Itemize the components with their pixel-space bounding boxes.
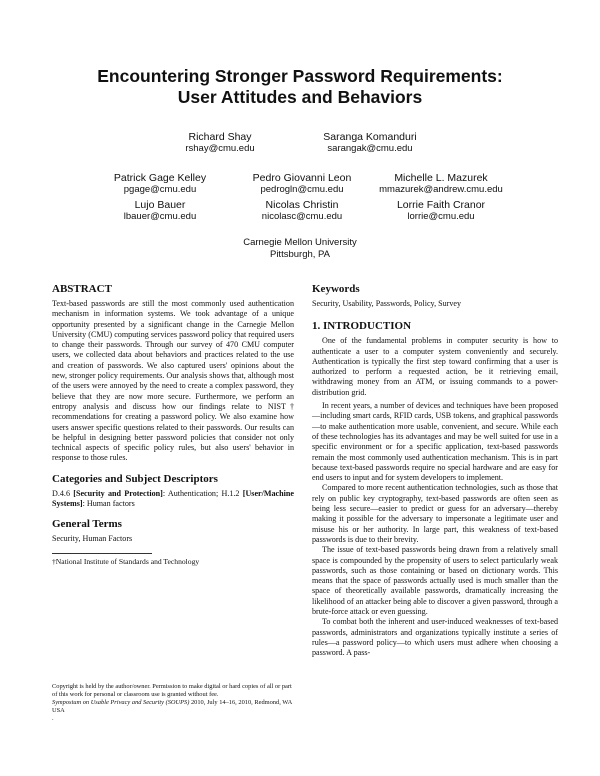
intro-paragraph: Compared to more recent authentication technologies, such as those that rely on public key cryptography, text-based passwords are often seen as being less secure—easier to predict or guess for an adversary—thereby making it possible for the adversary to impersonate a legitimate user and misuse his or her authority. In large part, this weakness of text-based passwords is due to their brevity. bbox=[312, 483, 558, 544]
author-email: mmazurek@andrew.cmu.edu bbox=[379, 184, 503, 195]
introduction-heading: 1. INTRODUCTION bbox=[312, 320, 412, 333]
categories-rest-1: : Authentication; H.1.2 bbox=[162, 488, 240, 498]
copyright-notice bbox=[52, 683, 294, 723]
author-name: Patrick Gage Kelley bbox=[113, 172, 207, 184]
author-name: Nicolas Christin bbox=[265, 199, 339, 211]
copyright-venue-line bbox=[52, 699, 294, 715]
author-block bbox=[160, 131, 280, 155]
title-line-1: Encountering Stronger Password Requirements: bbox=[97, 66, 503, 86]
title-line-2: User Attitudes and Behaviors bbox=[177, 87, 423, 107]
affiliation-location: Pittsburgh, PA bbox=[269, 248, 331, 260]
copyright-permission: Copyright is held by the author/owner. Permission to make digital or hard copies of all or part of this work for personal or classroom use is granted without fee. bbox=[52, 683, 292, 698]
author-name: Richard Shay bbox=[188, 131, 252, 143]
right-column bbox=[312, 283, 558, 659]
copyright-dot: . bbox=[52, 715, 54, 722]
author-block bbox=[310, 131, 430, 155]
affiliation-university: Carnegie Mellon University bbox=[243, 237, 357, 248]
copyright-venue: Symposium on Usable Privacy and Security (SOUPS) bbox=[52, 699, 190, 706]
author-email: nicolasc@cmu.edu bbox=[261, 211, 343, 222]
author-block bbox=[366, 199, 516, 223]
keywords-heading: Keywords bbox=[312, 283, 360, 295]
general-terms-text: Security, Human Factors bbox=[52, 534, 133, 544]
author-email: rshay@cmu.edu bbox=[185, 143, 255, 154]
author-name: Saranga Komanduri bbox=[323, 131, 417, 143]
author-block bbox=[237, 172, 367, 196]
categories-rest-2: : Human factors bbox=[82, 499, 135, 509]
author-email: pedrogln@cmu.edu bbox=[260, 184, 344, 195]
general-terms-heading: General Terms bbox=[52, 518, 122, 531]
abstract-text: Text-based passwords are still the most commonly used authentication mechanism in information systems. We took advantage of a unique opportunity presented by a significant change in the Carnegie Mellon University (CMU) computing services password policy that required users to change their passwords. Through our survey of 470 CMU computer users, we collected data about behaviors and practices related to the use and creation of passwords. We also captured users' opinions about the new, stronger policy requirements. Our analysis shows that, although most of the users were annoyed by the need to create a complex password, they believe that they are now more secure. Furthermore, we perform an entropy analysis and discuss how our findings relate to NIST† recommendations for creating a password policy. We also examine how users answer specific questions related to their passwords. Our results can be helpful in designing better password policies that consider not only technical aspects of specific policy rules, but also users' behavior in response to those rules. bbox=[52, 299, 294, 463]
categories-term-user-machine: [User/Machine Systems] bbox=[52, 488, 294, 509]
categories-heading: Categories and Subject Descriptors bbox=[52, 472, 218, 485]
author-name: Pedro Giovanni Leon bbox=[252, 172, 352, 184]
footnote-rule bbox=[52, 553, 152, 554]
categories-text bbox=[52, 489, 294, 510]
paper-title bbox=[40, 66, 560, 108]
author-email: lbauer@cmu.edu bbox=[123, 211, 197, 222]
author-name: Michelle L. Mazurek bbox=[394, 172, 488, 184]
categories-code: D.4.6 bbox=[52, 488, 70, 498]
author-email: sarangak@cmu.edu bbox=[327, 143, 413, 154]
author-block bbox=[95, 199, 225, 223]
intro-paragraph: To combat both the inherent and user-induced weaknesses of text-based passwords, administrators and organizations typically institute a series of rules—a password policy—to which users must adhere when choosing a password. A pass- bbox=[312, 617, 558, 658]
intro-paragraph: The issue of text-based passwords being drawn from a relatively small space is compounded by the propensity of users to select particularly weak passwords, such as those containing or based on dictionary words. This means that the space of passwords actually used is much smaller than the space of theoretically available passwords, dramatically increasing the likelihood of an attacker being able to discover a given password, through a brute-force attack or even guessing. bbox=[312, 545, 558, 617]
categories-term-security: [Security and Protection] bbox=[73, 488, 163, 498]
author-name: Lorrie Faith Cranor bbox=[396, 199, 486, 211]
author-email: lorrie@cmu.edu bbox=[407, 211, 475, 222]
author-email: pgage@cmu.edu bbox=[123, 184, 197, 195]
author-block bbox=[366, 172, 516, 196]
author-block bbox=[237, 199, 367, 223]
abstract-heading: ABSTRACT bbox=[52, 283, 112, 295]
footnote-nist: †National Institute of Standards and Technology bbox=[52, 556, 200, 566]
intro-paragraph: One of the fundamental problems in computer security is how to authenticate a user to a computer system conveniently and securely. Authentication is typically the first step toward confirming that a user is authorized to perform a requested action, be it retrieving email, withdrawing money from an ATM, or issuing commands to a power-distribution grid. bbox=[312, 336, 558, 397]
keywords-text: Security, Usability, Passwords, Policy, Survey bbox=[312, 299, 462, 308]
copyright-date: 2010, July 14–16, 2010, Redmond, WA USA bbox=[52, 699, 292, 714]
author-name: Lujo Bauer bbox=[134, 199, 186, 211]
author-block bbox=[95, 172, 225, 196]
affiliation bbox=[200, 237, 400, 260]
intro-paragraph: In recent years, a number of devices and techniques have been proposed—including smart cards, RFID cards, USB tokens, and graphical passwords—to make authentication more usable, convenient, and secure. While each of these technologies has its advantages and may be well suited for use in a specific environment or for a specific application, text-based passwords remain the most commonly used authentication mechanism. This is in part because text-based passwords require no special hardware and are easy for end users to input and for system developers to implement. bbox=[312, 401, 558, 483]
left-column bbox=[52, 283, 294, 566]
